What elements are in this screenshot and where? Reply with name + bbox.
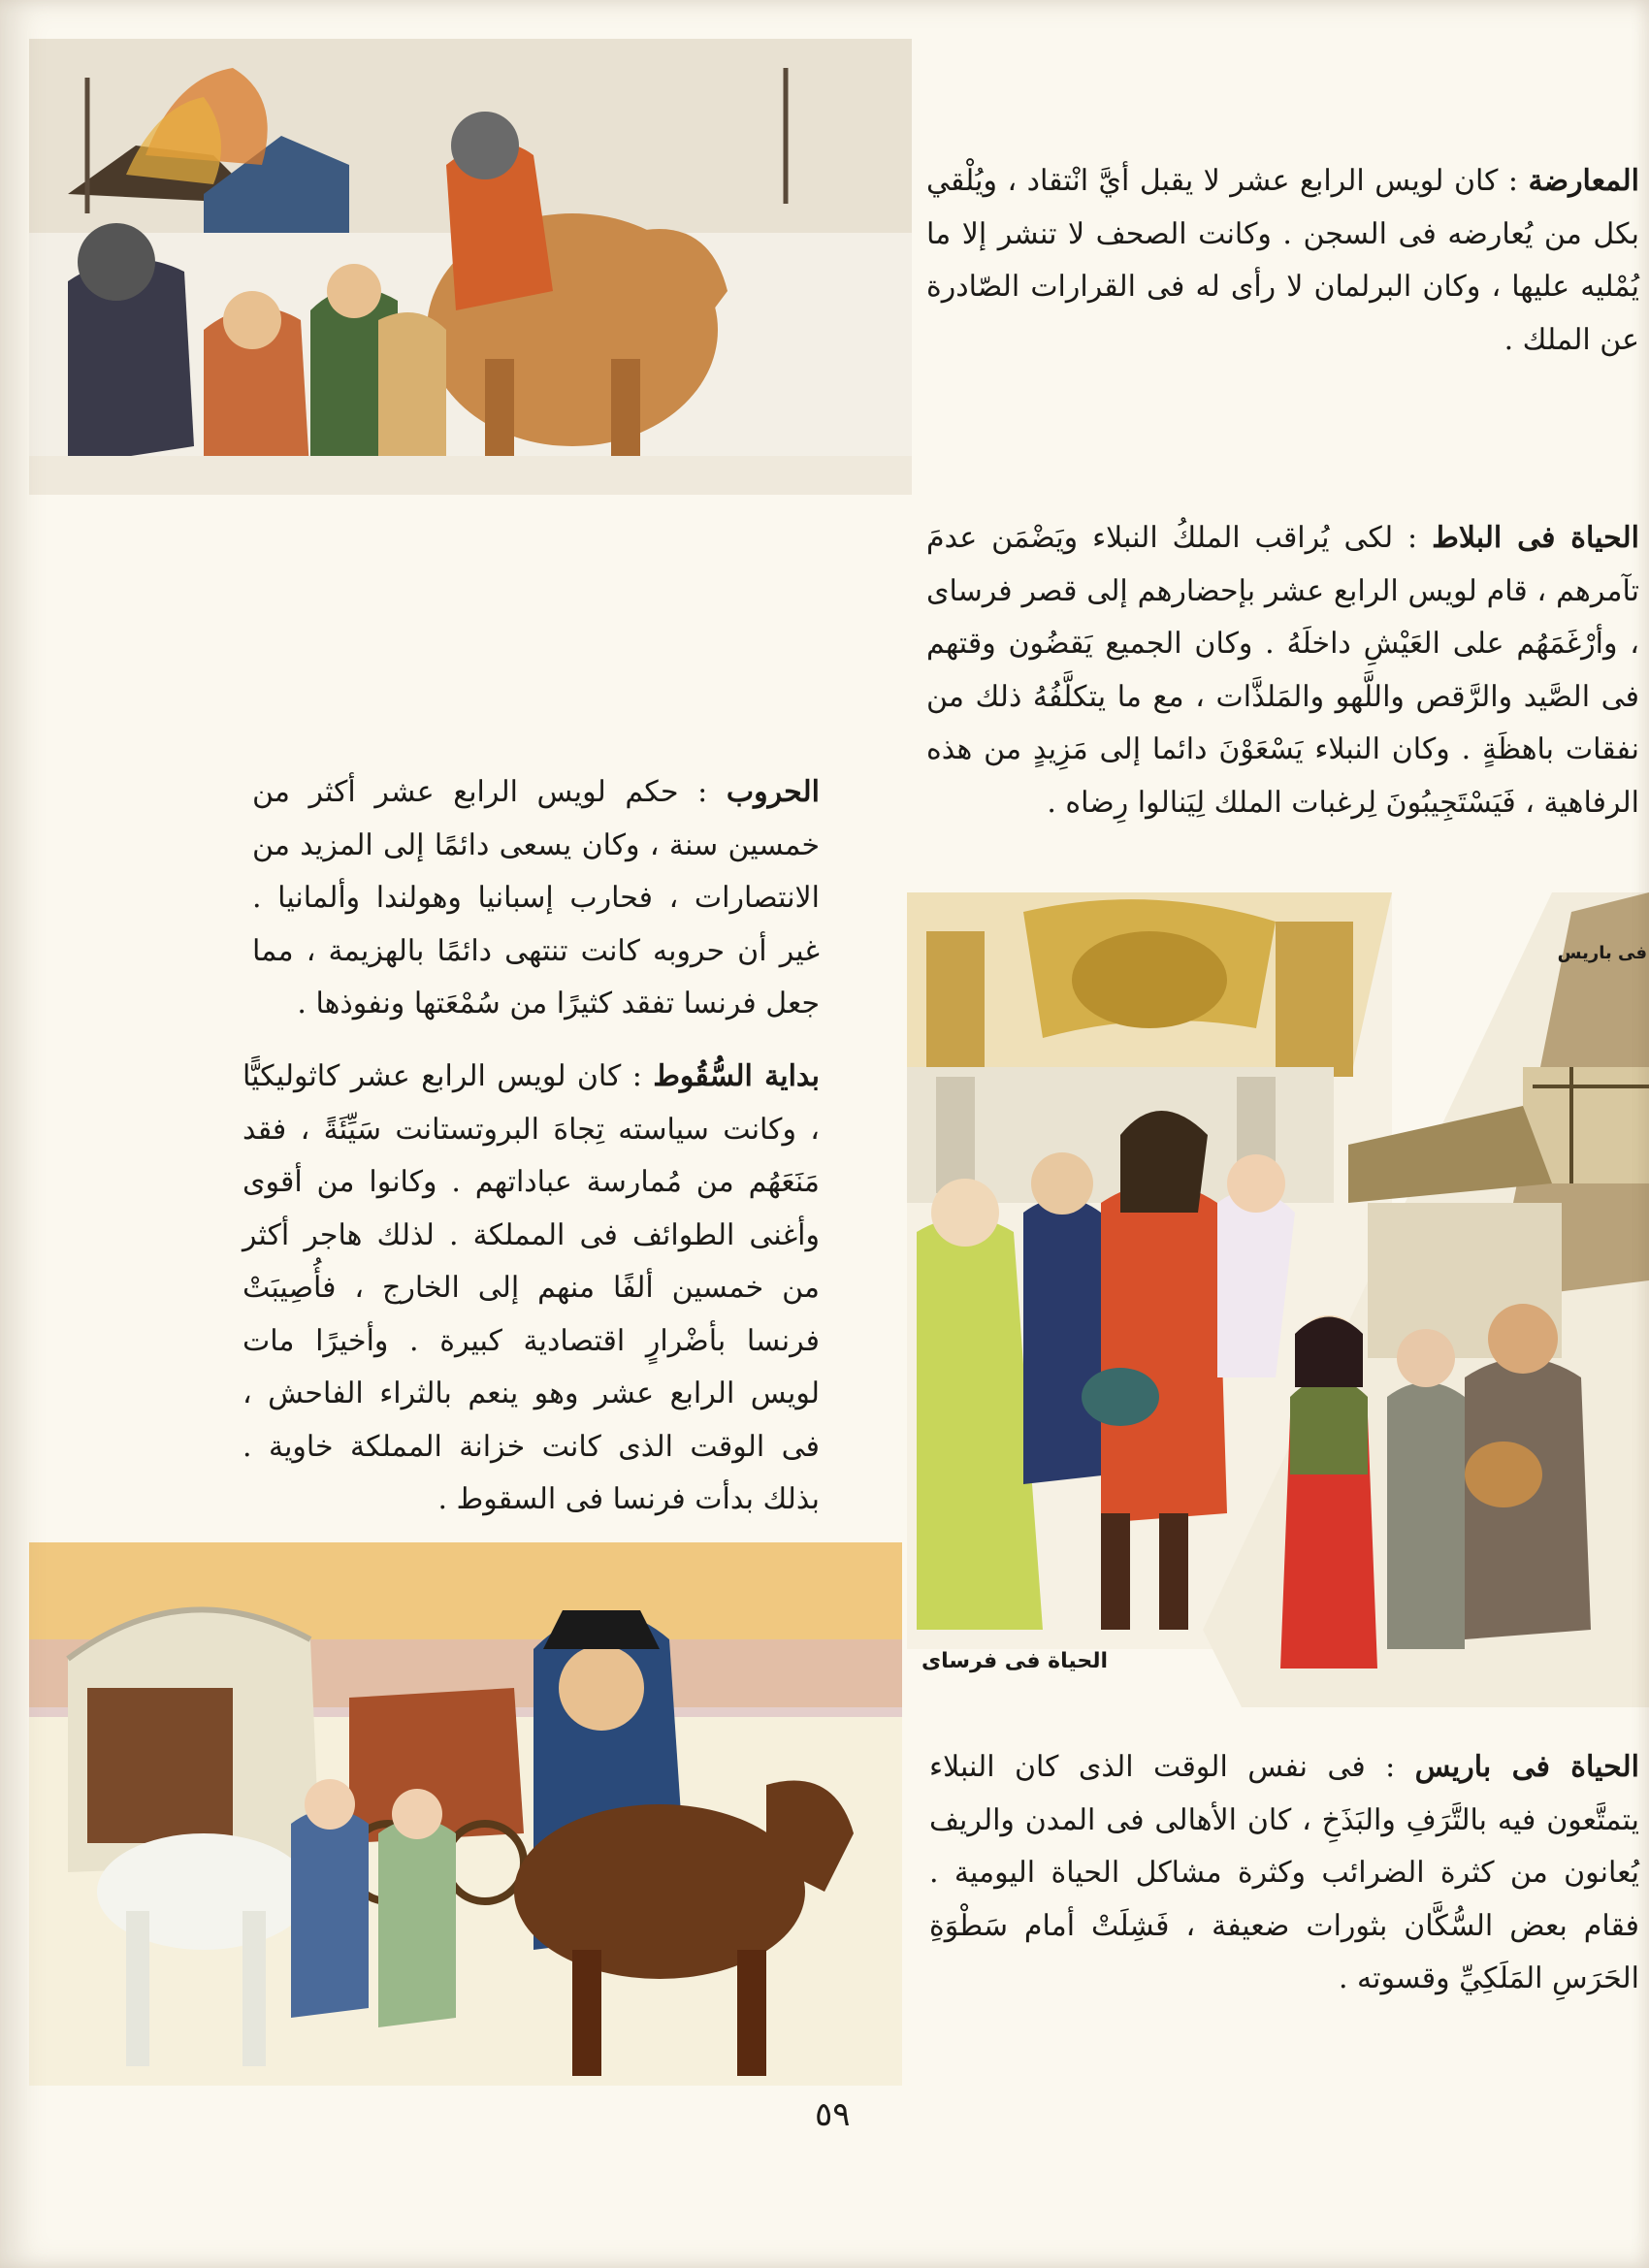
page-number: ٥٩: [815, 2095, 851, 2134]
heading-court-life: الحياة فى البلاط: [1432, 521, 1639, 555]
text-opposition: : كان لويس الرابع عشر لا يقبل أيَّ انْتقاد ، ويُلْقي بكل من يُعارضه فى السجن . وكانت الصحف لا تنشر إلا ما يُمْليه عليها ، وكان البرلمان لا رأى له فى القرارات الصّادرة عن الملك .: [926, 164, 1639, 357]
caption-paris-partial: فى باريس: [1557, 943, 1647, 963]
caption-versailles: الحياة فى فرساى: [922, 1649, 1109, 1673]
text-wars: : حكم لويس الرابع عشر أكثر من خمسين سنة ، وكان يسعى دائمًا إلى المزيد من الانتصارات ، فحارب إسبانيا وهولندا وألمانيا . غير أن حروبه كانت تنتهى دائمًا بالهزيمة ، مما جعل فرنسا تفقد كثيرًا من سُمْعَتها ونفوذها .: [252, 775, 820, 1021]
text-court-life: : لكى يُراقب الملكُ النبلاء ويَضْمَن عدمَ تآمرهم ، قام لويس الرابع عشر بإحضارهم إلى قصر فرساى ، وأرْغَمَهُم على العَيْشِ داخلَهُ . وكان الجميع يَقضُون وقتهم فى الصَّيد والرَّقص واللَّهو والمَلذَّات ، مع ما يتكلَّفُهُ ذلك من نفقات باهظَةٍ . وكان النبلاء يَسْعَوْنَ دائما إلى مَزِيدٍ من هذه الرفاهية ، فَيَسْتَجِيبُونَ لِرغبات الملك لِيَنالوا رِضاه .: [926, 521, 1639, 820]
paragraph-decline: [242, 1051, 820, 1527]
heading-decline: بداية السُّقُوط: [653, 1059, 820, 1093]
emigration-illustration: [29, 1542, 902, 2086]
heading-paris-life: الحياة فى باريس: [1414, 1750, 1639, 1784]
paragraph-wars: [252, 766, 820, 1031]
paragraph-paris-life: [929, 1741, 1639, 2006]
text-paris-life: : فى نفس الوقت الذى كان النبلاء يتمتَّعون فيه بالتَّرَفِ والبَذَخِ ، كان الأهالى فى المدن والريف يُعانون من كثرة الضرائب وكثرة مشاكل الحياة اليومية . فقام بعض السُّكَّان بثورات ضعيفة ، فَشِلَتْ أمام سَطْوَةِ الحَرَسِ المَلَكِيِّ وقسوته .: [929, 1750, 1639, 1995]
heading-opposition: المعارضة: [1528, 164, 1639, 198]
war-illustration: [29, 39, 912, 495]
heading-wars: الحروب: [726, 775, 820, 809]
paragraph-court-life: [926, 512, 1639, 829]
paragraph-opposition: [926, 155, 1639, 367]
text-decline: : كان لويس الرابع عشر كاثوليكيًّا ، وكانت سياسته تِجاهَ البروتستانت سَيِّئَةً ، فقد مَنَعَهُم من مُمارسة عباداتهم . وكانوا من أقوى وأغنى الطوائف فى المملكة . لذلك هاجر أكثر من خمسين ألفًا منهم إلى الخارج ، فأُصِيبَتْ فرنسا بأضْرارٍ اقتصادية كبيرة . وأخيرًا مات لويس الرابع عشر وهو ينعم بالثراء الفاحش ، فى الوقت الذى كانت خزانة المملكة خاوية . بذلك بدأت فرنسا فى السقوط .: [242, 1059, 820, 1516]
paris-street-illustration: [1203, 892, 1649, 1707]
